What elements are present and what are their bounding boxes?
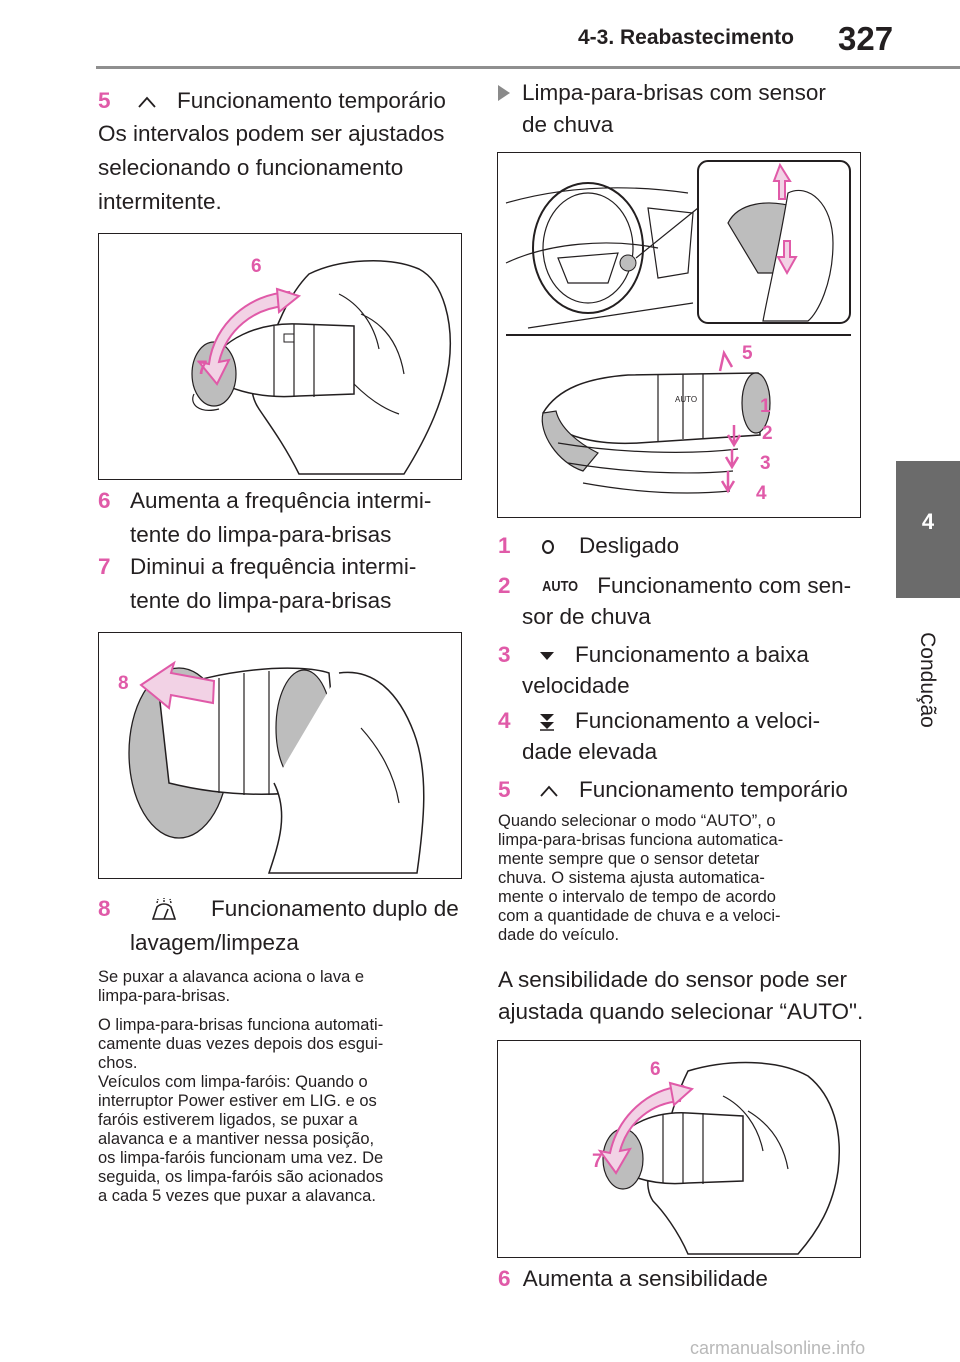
right-item-5: [498, 774, 848, 806]
figure-label: 5: [742, 343, 753, 364]
right-item-4-line2: dade elevada: [522, 739, 658, 764]
low-speed-icon: [539, 650, 555, 662]
right-item-2: [498, 570, 851, 603]
note-line: limpa-para-brisas.: [98, 987, 231, 1005]
note-line: a cada 5 vezes que puxar a alavanca.: [98, 1187, 376, 1205]
stalk-auto-text: AUTO: [675, 395, 698, 404]
page-number: 327: [838, 20, 894, 57]
item-number: 5: [498, 777, 511, 802]
note-line: seguida, os limpa-faróis são acionados: [98, 1168, 384, 1186]
figure-label: 7: [592, 1151, 603, 1172]
item-number: 5: [98, 88, 111, 113]
item-line: Aumenta a frequência intermi-: [130, 488, 432, 513]
right-item-3-line2: velocidade: [522, 673, 630, 698]
left-item-8: [98, 893, 459, 925]
item-line: tente do limpa-para-brisas: [130, 522, 392, 547]
chapter-tab[interactable]: [896, 461, 960, 598]
figure-label: 3: [760, 453, 771, 474]
item-label: Funcionamento a baixa: [575, 642, 809, 667]
note-line: Se puxar a alavanca aciona o lava e: [98, 968, 365, 986]
right-item-3: [498, 639, 809, 671]
item-line: tente do limpa-para-brisas: [130, 588, 392, 613]
section-heading: [522, 77, 826, 141]
left-item-5: [98, 85, 446, 117]
item-label: Desligado: [579, 533, 680, 558]
intro-text: [98, 118, 444, 218]
figure-wiper-frequency: [98, 233, 462, 480]
item-label: Funcionamento temporário: [579, 777, 848, 802]
figure-rain-sensor-wiper: [497, 152, 861, 518]
item-number: 7: [98, 554, 111, 579]
figure-label: 1: [760, 396, 771, 417]
note-line: camente duas vezes depois dos esgui-: [98, 1035, 384, 1053]
figure-label: 6: [650, 1059, 661, 1080]
auto-icon: AUTO: [541, 578, 578, 596]
chapter-tab-number: 4: [921, 509, 935, 534]
note-line: mente o intervalo de tempo de acordo: [498, 888, 776, 906]
left-item-6-text: [130, 485, 431, 551]
note-line: dade do veículo.: [498, 926, 620, 944]
note-wash: [98, 968, 364, 1006]
item-line: Diminui a frequência intermi-: [130, 554, 417, 579]
note-line: com a quantidade de chuva e a veloci-: [498, 907, 781, 925]
item-label: Aumenta a sensibilidade: [522, 1266, 768, 1291]
figure-label: 8: [118, 673, 129, 694]
section-bullet-icon: [498, 85, 510, 101]
note-auto-wipe: [98, 1016, 383, 1206]
right-item-2-line2: sor de chuva: [522, 604, 651, 629]
note-line: os limpa-faróis funcionam uma vez. De: [98, 1149, 384, 1167]
item-label: Funcionamento a veloci-: [575, 708, 821, 733]
sensitivity-line: ajustada quando selecionar “AUTO".: [498, 999, 864, 1024]
figure-label: 2: [762, 423, 773, 444]
left-item-8-line2: lavagem/limpeza: [130, 930, 299, 955]
note-line: alavanca e a mantiver nessa posição,: [98, 1130, 375, 1148]
off-icon: [541, 539, 555, 555]
heading-line: Limpa-para-brisas com sensor: [522, 80, 826, 105]
intro-line: intermitente.: [98, 189, 222, 214]
item-number: 8: [98, 896, 111, 921]
item-label: Funcionamento com sen-: [597, 573, 852, 598]
figure-sensor-sensitivity: [497, 1040, 861, 1258]
item-number: 3: [498, 642, 511, 667]
left-item-7-text: [130, 551, 416, 617]
heading-line: de chuva: [522, 112, 614, 137]
item-number: 2: [498, 573, 511, 598]
item-number: 6: [498, 1266, 511, 1291]
figure-label: 7: [197, 358, 208, 379]
header-section-title: 4-3. Reabastecimento: [578, 26, 794, 49]
high-speed-icon: [539, 713, 555, 731]
item-number: 4: [498, 708, 511, 733]
chapter-tab-label: Condução: [916, 632, 939, 728]
note-line: mente sempre que o sensor detetar: [498, 850, 760, 868]
sensitivity-line: A sensibilidade do sensor pode ser: [498, 967, 847, 992]
right-item-4: [498, 705, 820, 737]
note-line: chuva. O sistema ajusta automatica-: [498, 869, 765, 887]
figure-label: 4: [756, 483, 767, 504]
note-line: faróis estiverem ligados, se puxar a: [98, 1111, 358, 1129]
intro-line: selecionando o funcionamento: [98, 155, 404, 180]
left-item-7: [98, 551, 111, 583]
left-item-6: [98, 485, 111, 517]
header-rule: [96, 66, 960, 69]
note-line: Veículos com limpa-faróis: Quando o: [98, 1073, 368, 1091]
temporary-icon: [137, 95, 157, 109]
right-item-1: [498, 530, 679, 562]
sensitivity-text: [498, 964, 863, 1028]
figure-wiper-wash: [98, 632, 462, 879]
note-auto-mode: [498, 812, 783, 945]
item-label: Funcionamento temporário: [177, 88, 446, 113]
right-item-6: [498, 1263, 768, 1295]
intro-line: Os intervalos podem ser ajustados: [98, 121, 445, 146]
temporary-icon: [539, 784, 559, 798]
note-line: limpa-para-brisas funciona automatica-: [498, 831, 784, 849]
note-line: O limpa-para-brisas funciona automati-: [98, 1016, 384, 1034]
item-number: 6: [98, 488, 111, 513]
watermark: carmanualsonline.info: [690, 1338, 866, 1358]
note-line: chos.: [98, 1054, 138, 1072]
figure-label: 6: [251, 256, 262, 277]
item-label: Funcionamento duplo de: [211, 896, 459, 921]
note-line: Quando selecionar o modo “AUTO”, o: [498, 812, 776, 830]
note-line: interruptor Power estiver em LIG. e os: [98, 1092, 377, 1110]
item-number: 1: [498, 533, 511, 558]
wash-wipe-icon: [149, 897, 179, 923]
